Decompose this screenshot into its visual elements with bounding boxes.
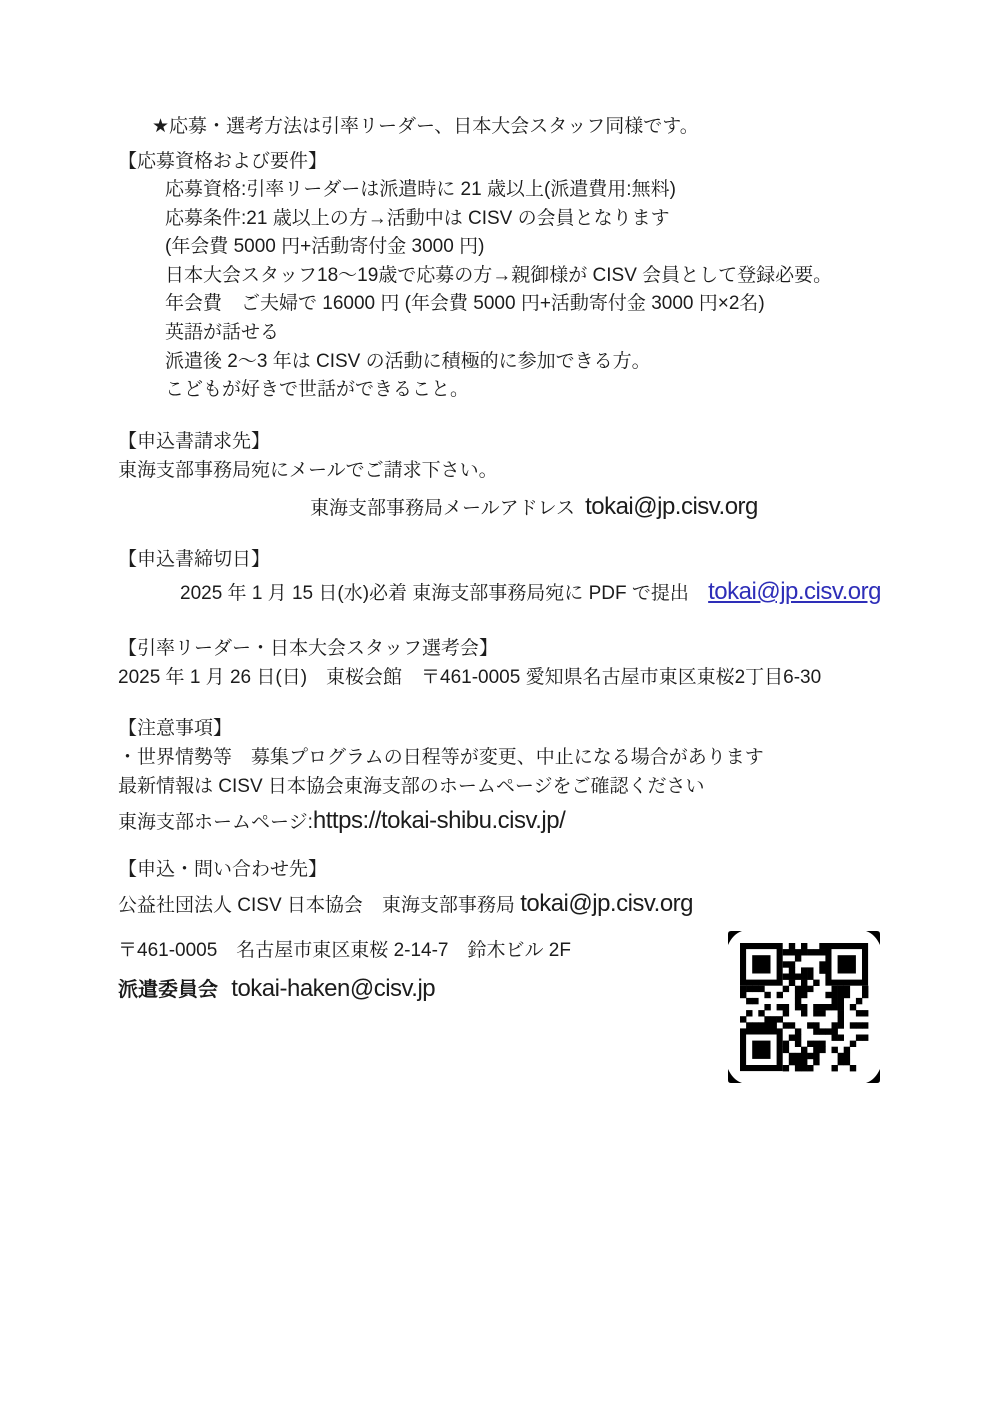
contact-org-label: 公益社団法人 CISV 日本協会 東海支部事務局 <box>118 894 515 916</box>
request-body: 東海支部事務局宛にメールでご請求下さい。 <box>118 459 498 481</box>
qualification-item: 応募資格:引率リーダーは派遣時に 21 歳以上(派遣費用:無料) <box>165 179 676 200</box>
qualification-item: 英語が話せる <box>165 321 280 343</box>
contact-heading: 【申込・問い合わせ先】 <box>118 858 328 880</box>
qr-corner-mark <box>728 931 742 945</box>
qualifications-heading: 【応募資格および要件】 <box>118 151 328 172</box>
star-note: ★応募・選考方法は引率リーダー、日本大会スタッフ同様です。 <box>152 116 699 137</box>
notes-line-2: 最新情報は CISV 日本協会東海支部のホームページをご確認ください <box>118 775 705 797</box>
qualification-item: 年会費 ご夫婦で 16000 円 (年会費 5000 円+活動寄付金 3000 円×2名) <box>165 293 765 315</box>
contact-org-email: tokai@jp.cisv.org <box>520 889 693 917</box>
qr-corner-mark <box>728 1069 742 1083</box>
contact-org-line <box>118 886 918 924</box>
request-mail-address: tokai@jp.cisv.org <box>585 492 758 520</box>
deadline-body: 2025 年 1 月 15 日(水)必着 東海支部事務局宛に PDF で提出 <box>180 582 689 604</box>
qr-corner-mark <box>866 931 880 945</box>
qr-code-svg <box>725 928 883 1086</box>
deadline-heading: 【申込書締切日】 <box>118 548 271 570</box>
request-mail-label: 東海支部事務局メールアドレス <box>310 497 576 519</box>
notes-line-1: ・世界情勢等 募集プログラムの日程等が変更、中止になる場合があります <box>118 746 764 768</box>
homepage-line <box>118 803 918 841</box>
qualification-item: 派遣後 2〜3 年は CISV の活動に積極的に参加できる方。 <box>165 350 651 372</box>
homepage-label: 東海支部ホームページ: <box>118 811 313 833</box>
homepage-url: https://tokai-shibu.cisv.jp/ <box>312 806 566 834</box>
qr-code-modules <box>740 943 868 1071</box>
selection-body: 2025 年 1 月 26 日(日) 東桜会館 〒461-0005 愛知県名古屋市東区東桜2丁目6-30 <box>118 666 822 688</box>
notes-heading: 【注意事項】 <box>118 717 233 739</box>
qualification-item: (年会費 5000 円+活動寄付金 3000 円) <box>165 236 485 258</box>
qualification-item: こどもが好きで世話ができること。 <box>165 379 470 401</box>
qr-code <box>725 928 883 1086</box>
selection-heading: 【引率リーダー・日本大会スタッフ選考会】 <box>118 637 499 659</box>
qr-corner-mark <box>866 1069 880 1083</box>
qualification-item: 応募条件:21 歳以上の方→活動中は CISV の会員となります <box>165 207 670 229</box>
deadline-line <box>180 574 918 612</box>
request-heading: 【申込書請求先】 <box>118 430 271 452</box>
deadline-email-link[interactable]: tokai@jp.cisv.org <box>708 577 881 605</box>
document-content <box>118 112 918 1009</box>
committee-email: tokai-haken@cisv.jp <box>231 974 436 1002</box>
request-mail-line <box>310 489 918 527</box>
committee-label: 派遣委員会 <box>118 978 218 1001</box>
qualification-item: 日本大会スタッフ18〜19歳で応募の方→親御様が CISV 会員として登録必要。 <box>165 264 833 286</box>
contact-address: 〒461-0005 名古屋市東区東桜 2-14-7 鈴木ビル 2F <box>118 939 571 961</box>
